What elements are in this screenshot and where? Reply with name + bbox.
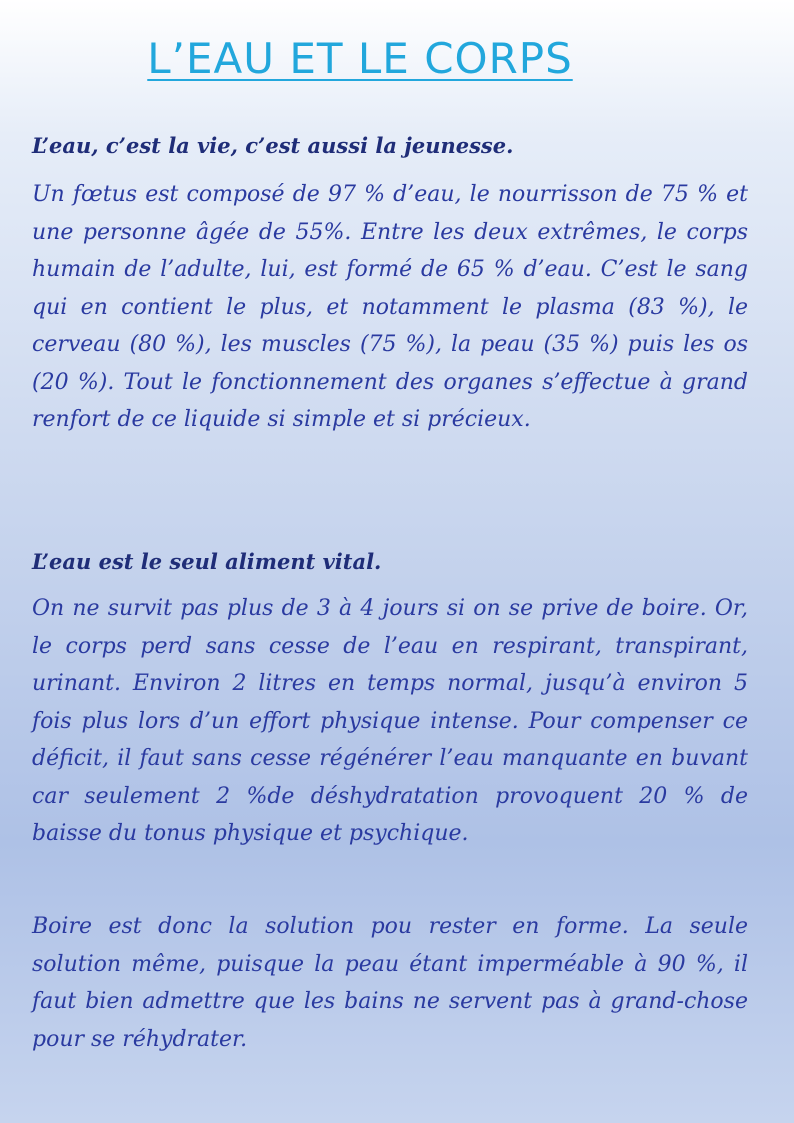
section-heading-life-youth: L’eau, c’est la vie, c’est aussi la jeunesse. <box>32 133 514 158</box>
page-title: L’EAU ET LE CORPS <box>147 34 573 83</box>
section-heading-vital-food: L’eau est le seul aliment vital. <box>32 549 382 574</box>
paragraph-body-composition: Un fœtus est composé de 97 % d’eau, le nourrisson de 75 % et une personne âgée de 55%. Entre les deux extrêmes, le corps humain de l’adulte, lui, est formé de 65 % d’eau. C’est le sang qui en contient le plus, et notamment le plasma (83 %), le cerveau (80 %), les muscles (75 %), la peau (35 %) puis les os (20 %). Tout le fonctionnement des organes s’effectue à grand renfort de ce liquide si simple et si précieux. <box>32 182 748 432</box>
paragraph-water-loss: On ne survit pas plus de 3 à 4 jours si on se prive de boire. Or, le corps perd sans cesse de l’eau en respirant, transpirant, urinant. Environ 2 litres en temps normal, jusqu’à environ 5 fois plus lors d’un effort physique intense. Pour compenser ce déficit, il faut sans cesse régénérer l’eau manquante en buvant car seulement 2 %de déshydratation provoquent 20 % de baisse du tonus physique et psychique. <box>32 596 748 846</box>
paragraph-drinking-solution: Boire est donc la solution pou rester en forme. La seule solution même, puisque la peau étant imperméable à 90 %, il faut bien admettre que les bains ne servent pas à grand-chose pour se réhydrater. <box>32 914 748 1052</box>
